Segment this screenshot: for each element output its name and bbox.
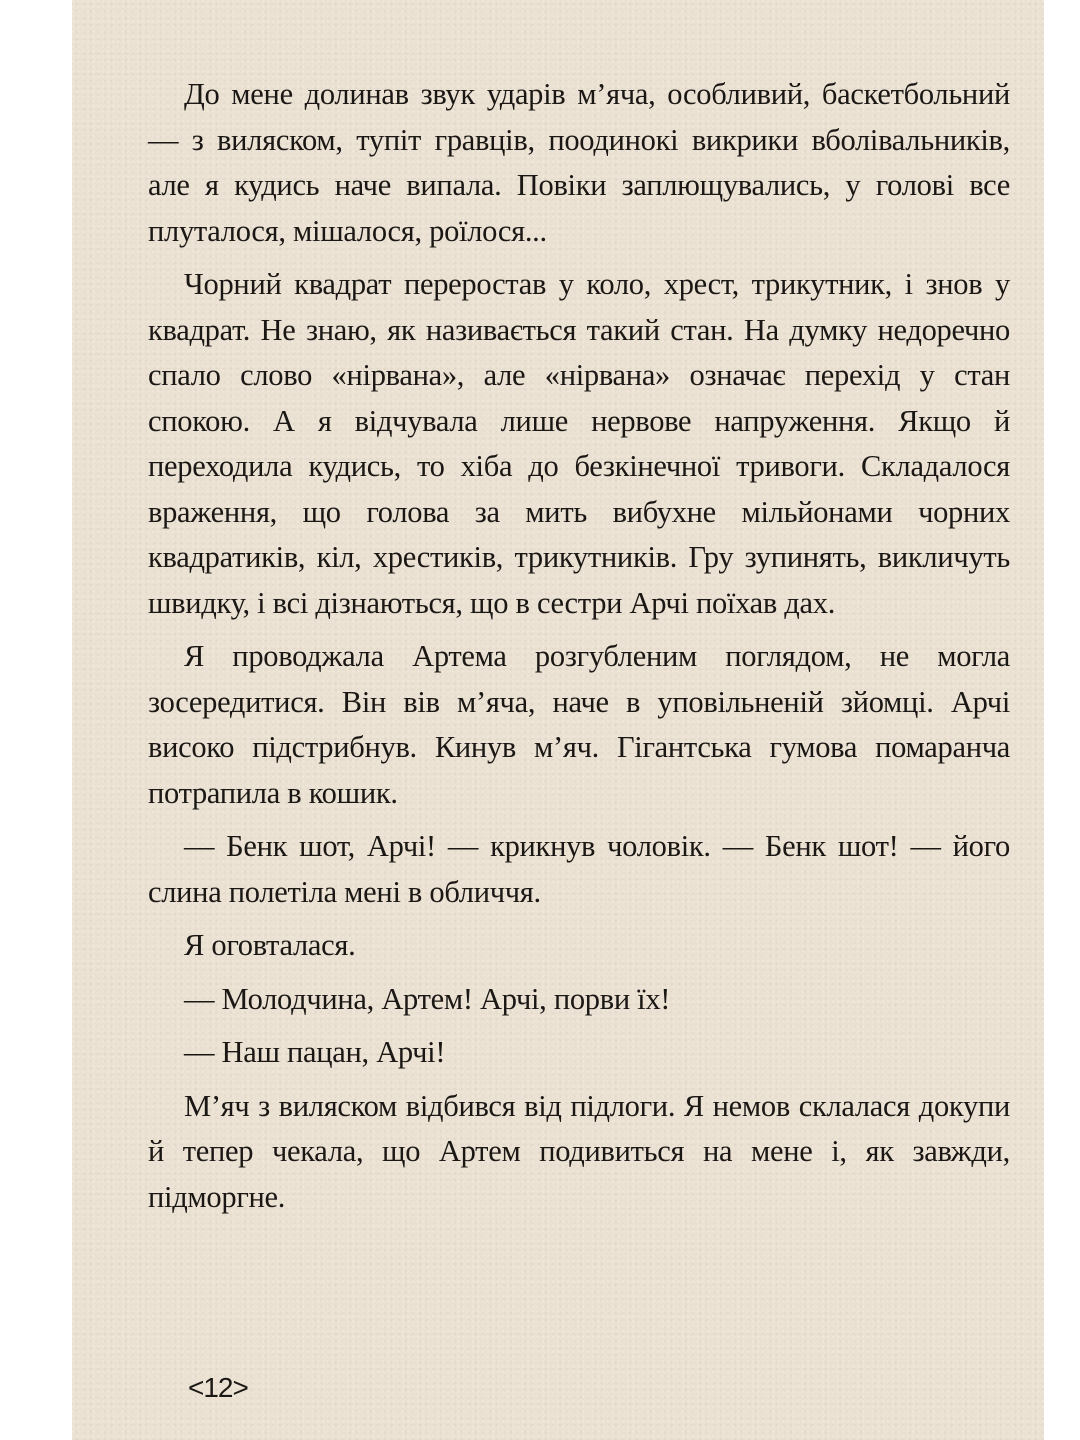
dialogue-line: — Бенк шот, Арчі! — крикнув чоловік. — Бенк шот! — його слина полетіла мені в обличчя. [148, 829, 1010, 909]
page-number: <12> [188, 1372, 248, 1403]
paragraph: Я оговталася. [184, 928, 356, 962]
body-text [148, 72, 1010, 1228]
paragraph: Я проводжала Артема розгубленим поглядом, не могла зосередитися. Він вів м’яча, наче в уповільненій зйомці. Арчі високо підстрибнув. Кинув м’яч. Гігантська гумова помаранча потрапила в кошик. [148, 639, 1010, 810]
dialogue-line: — Молодчина, Артем! Арчі, порви їх! [184, 981, 671, 1016]
book-page [72, 0, 1044, 1440]
dialogue-line: — Наш пацан, Арчі! [184, 1035, 446, 1069]
paragraph: До мене долинав звук ударів м’яча, особливий, баскетбольний — з виляском, тупіт гравців, поодинокі викрики вболівальників, але я кудись наче випала. Повіки заплющувались, у голові все плуталося, мішалося, роїлося... [148, 77, 1010, 248]
paragraph: М’яч з виляском відбився від підлоги. Я немов склалася докупи й тепер чекала, що Артем подивиться на мене і, як завжди, підморгне. [148, 1088, 1010, 1214]
paragraph: Чорний квадрат переростав у коло, хрест, трикутник, і знов у квадрат. Не знаю, як називається такий стан. На думку недоречно спало слово «нірвана», але «нірвана» означає перехід у стан спокою. А я відчувала лише нервове напруження. Якщо й переходила кудись, то хіба до безкінечної тривоги. Складалося враження, що голова за мить вибухне мільйонами чорних квадратиків, кіл, хрестиків, трикутників. Гру зупинять, викличуть швидку, і всі дізнаються, що в сестри Арчі поїхав дах. [148, 267, 1010, 620]
